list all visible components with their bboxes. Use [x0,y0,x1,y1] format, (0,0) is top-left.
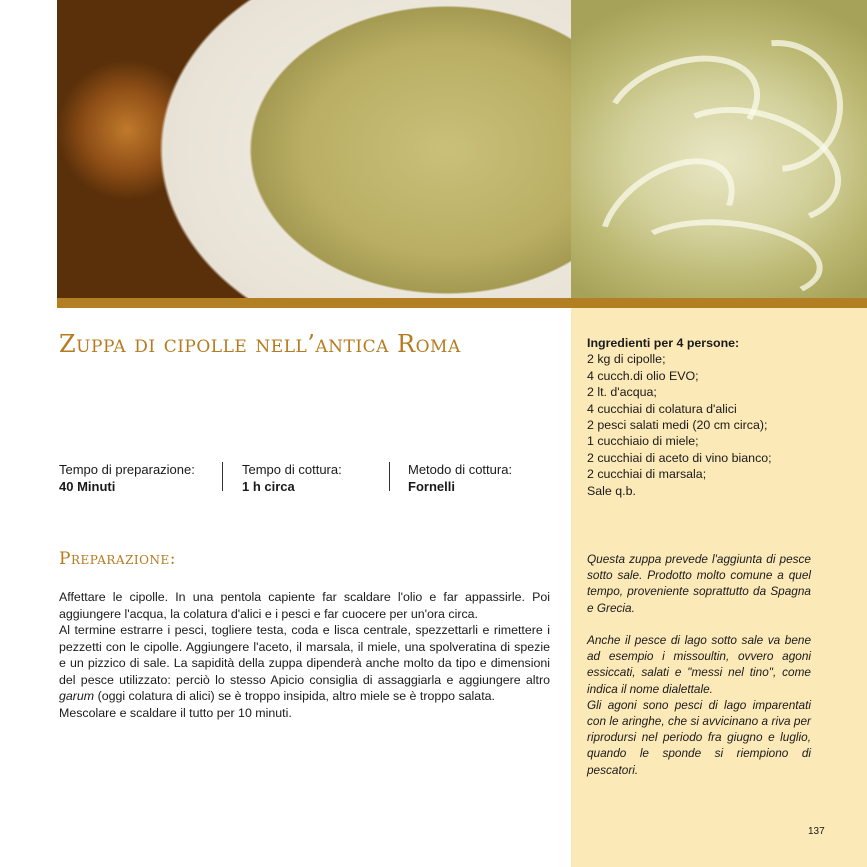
cook-method-value: Fornelli [408,479,455,494]
cook-method-label: Metodo di cottura: [408,462,513,477]
ingredient-item: 2 pesci salati medi (20 cm circa); [587,418,768,433]
ingredient-item: 2 kg di cipolle; [587,352,666,367]
onion-closeup-photo [571,0,867,298]
garum-term: garum [59,689,95,703]
prep-time [59,461,195,495]
ingredients-list [587,351,852,499]
header-rule [57,298,867,308]
cook-method [408,461,512,495]
ingredient-item: 1 cucchiaio di miele; [587,434,699,449]
cook-time-value: 1 h circa [242,479,295,494]
preparation-text-run: Al termine estrarre i pesci, togliere testa, coda e lisca centrale, spezzettarli e rimettere i pezzetti con le cipolle. Aggiungere l'aceto, il marsala, il miele, una spolveratina di spezie e un pizzico di sale. La sapidità della zuppa dipenderà anche molto da tipo e dimensioni del pesce utilizzato: perciò lo stesso Apicio consiglia di assaggiarla e aggiungere altro [59,623,550,687]
ingredients-title: Ingredienti per 4 persone: [587,336,740,350]
ingredients-box [587,335,852,499]
note-paragraph: Gli agoni sono pesci di lago imparentati con le aringhe, che si avvicinano a riva per riprodursi nel periodo fra giugno e luglio, quando le sponde si riempiono di pescatori. [587,697,811,777]
meta-divider [389,462,390,491]
ingredient-item: 4 cucch.di olio EVO; [587,368,699,383]
preparation-heading: Preparazione: [59,549,176,569]
ingredient-item: 4 cucchiai di colatura d'alici [587,401,737,416]
ingredient-item: 2 cucchiai di aceto di vino bianco; [587,450,772,465]
cook-time [242,461,342,495]
preparation-paragraph: Affettare le cipolle. In una pentola capiente far scaldare l'olio e far appassirle. Poi aggiungere l'acqua, la colatura d'alici e i pesci e far cuocere per un'ora circa. [59,590,550,621]
prep-time-label: Tempo di preparazione: [59,462,195,477]
ingredient-item: 2 lt. d'acqua; [587,385,657,400]
note-spacer [587,616,811,632]
ingredient-item: 2 cucchiai di marsala; [587,467,707,482]
soup-bowl-photo [57,0,571,298]
cook-time-label: Tempo di cottura: [242,462,342,477]
note-paragraph: Anche il pesce di lago sotto sale va bene ad esempio i missoultin, ovvero agoni essiccati, salati e "messi nel tino", come indica il nome dialettale. [587,633,811,696]
meta-divider [222,462,223,491]
preparation-text-run: (oggi colatura di alici) se è troppo insipida, altro miele se è troppo salata. [94,689,495,703]
recipe-title: Zuppa di cipolle nell’antica Roma [59,330,461,358]
preparation-paragraph: Mescolare e scaldare il tutto per 10 minuti. [59,705,292,720]
preparation-text [59,589,550,721]
sidebar-note [587,551,811,778]
ingredient-item: Sale q.b. [587,483,636,498]
note-paragraph: Questa zuppa prevede l'aggiunta di pesce sotto sale. Prodotto molto comune a quel tempo, proveniente soprattutto da Spagna e Grecia. [587,552,811,615]
prep-time-value: 40 Minuti [59,479,116,494]
preparation-paragraph [59,622,550,705]
page-number: 137 [808,826,825,837]
